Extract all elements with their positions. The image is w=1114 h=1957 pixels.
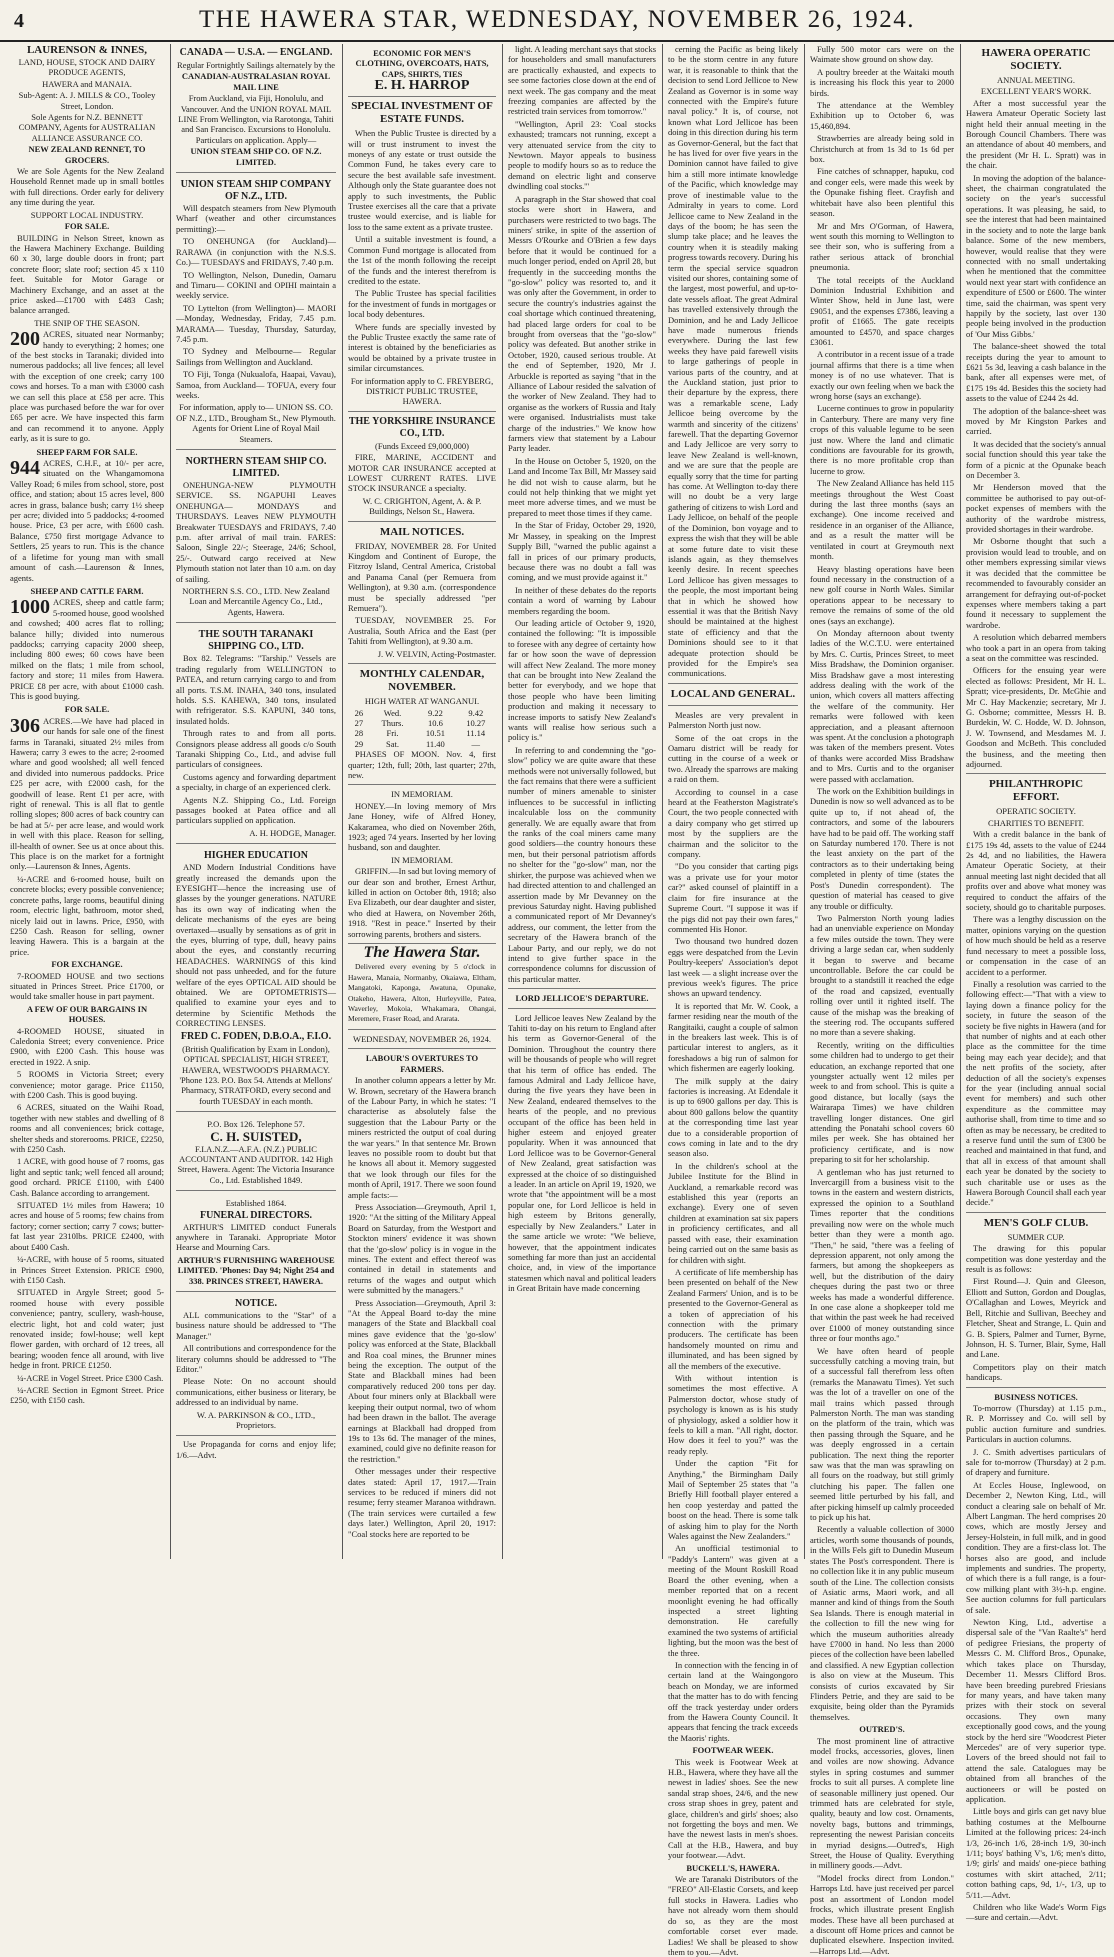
paragraph: BUILDING in Nelson Street, known as the Hawera Machinery Exchange. Building 60 x 30, large double doors in front; part concrete floor; slate roof; section 45 x 110 feet. Suitable for Motor Garage or Machinery Exchange, and an asset at the price asked—£1700 with £483 Cash; balance arranged. [10, 232, 164, 316]
paragraph: J. C. Smith advertises particulars of sale for to-morrow (Thursday) at 2 p.m. of drapery and furniture. [966, 1446, 1106, 1478]
headline: MONTHLY CALENDAR, NOVEMBER. [359, 668, 485, 694]
column-rule [662, 44, 663, 1559]
subhead: IN MEMORIAM. [391, 789, 453, 800]
ad-optical [176, 847, 336, 1112]
ad-text: For information apply to C. FREYBERG, DISTRICT PUBLIC TRUSTEE, HAWERA. [350, 375, 494, 407]
ad-title: NORTHERN STEAM SHIP CO. LIMITED. [185, 456, 327, 479]
ad-line: Sub-Agent: A. J. MILLS & CO., Tooley Street, London. [18, 90, 156, 111]
paragraph: FRIDAY, NOVEMBER 28. For United Kingdom and Continent of Europe, the Fitzroy Island, Central America, Cristobal and Panama Canal (per Remuera from Wellington), at 9.30 a.m. (correspondence must be specially addressed "per Remuera"). [348, 540, 496, 614]
subhead: CHARITIES TO BENEFIT. [987, 817, 1085, 828]
paragraph: ¼-ACRE in Vogel Street. Price £300 Cash. [17, 1372, 164, 1383]
headline: SPECIAL INVESTMENT OF ESTATE FUNDS. [351, 100, 493, 126]
paragraph: 5 ROOMS in Victoria Street; every convenience; motor garage. Price £1150, with £200 Cash. This is good buying. [10, 1069, 164, 1100]
paragraph: SITUATED in Argyle Street; good 5-roomed house with every possible convenience; pantry, scullery, wash-house, electric light, hot and cold water; just renovated inside; fowl-house; well kept flower garden, with orchard of 12 trees, all bearing; wooden fence all around, with live hedge in front. PRICE £1250. [10, 1287, 164, 1371]
paragraph: Measles are very prevalent in Palmerston North just now. [668, 709, 798, 731]
ad-line: Sole Agents for N.Z. BENNETT COMPANY, Agents for AUSTRALIAN ALLIANCE ASSURANCE CO. [18, 112, 156, 143]
paragraph: The New Zealand Alliance has held 115 meetings throughout the West Coast during the last three months (says an exchange). One income received and residence in an organiser of the Alliance, and as a result the matter will be ventilated in court at Greymouth next month. [810, 478, 954, 562]
paragraph: SITUATED 1½ miles from Hawera; 10 acres and house of 5 rooms; few chains from factory; corner section; carry 7 cows; butter-fat last year 2310lbs. PRICE £2400, with about £400 Cash. [10, 1200, 164, 1252]
ad-text: Box 82. Telegrams: "Tarship." Vessels are trading regularly from WELLINGTON to PATEA, and return carrying cargo to and from all ports. T.S.M. INAHA, 340 tons, insulated holds. S.S. KAHEWA, 340 tons, insulated with refrigerator. S.S. KAPUNI, 340 tons, insulated holds. [176, 653, 336, 726]
paragraph: Children who like Wade's Worm Figs—sure and certain.—Advt. [966, 1902, 1106, 1923]
paragraph: 4-ROOMED HOUSE, situated in Caledonia Street; every convenience. Price £900, with £200 Cash. This house was erected in 1922. A snip. [10, 1025, 164, 1067]
paragraph: Use Propaganda for corns and enjoy life; 1/6.—Advt. [176, 1439, 336, 1460]
subhead: SUPPORT LOCAL INDUSTRY. [30, 209, 144, 220]
ad-text: CANADIAN-AUSTRALASIAN ROYAL MAIL LINE [181, 71, 331, 92]
paragraph: GRIFFIN.—In sad but loving memory of our dear son and brother, Ernest Arthur, killed in action on October 8th, 1918; also Eva Elizabeth, our dear daughter and sister, who died at Hawera, on November 26th, 1918. "Rest in peace." Inserted by their sorrowing parents, brothers and sisters. [348, 866, 496, 939]
paragraph: Mr Henderson moved that the committee be authorised to pay out-of-pocket expenses of members with the authority of the wardrobe mistress, provided shortages in their wardrobe. [966, 482, 1106, 535]
paragraph: Mr Osborne thought that such a provision would lead to trouble, and on other members expressing similar views it was decided that the committee be recommended to favourably consider an arrangement for defraying out-of-pocket expenses where members taking a part found it necessary to supplement the wardrobe. [966, 536, 1106, 630]
page-number: 4 [14, 10, 24, 32]
ad-laurenson-title: LAURENSON & INNES, [26, 44, 148, 56]
paragraph: Little boys and girls can get navy blue bathing costumes at the Melbourne Limited at the following prices: 24-inch 1/3, 26-inch 1/6, 28-inch 1/9, 30-inch 1/11; boys' bathing V's, 1/6; men's ditto, 1/9; girls' and maids' one-piece bathing costumes with skirt attached, 2/11; cotton bathing caps, 9d, 1/-, 1/3, up to 5/11.—Advt. [966, 1806, 1106, 1900]
ad-text: TO Wellington, Nelson, Dunedin, Oamaru and Timaru— COKINI and OPIHI maintain a weekly service. [176, 269, 336, 301]
ad-notice [176, 1295, 336, 1436]
ad-title: HIGHER EDUCATION [204, 850, 308, 862]
paragraph: This week is Footwear Week at H.B., Hawera, where they have all the newest in ladies' shoes. See the new sandal strap shoes, 24/6, and the new cross strap shoes in grey, patent and glace, children's and girls' shoes; also not forgetting the boys and men. We have the newest lasts in men's shoes. Call at the H.B., Hawera, and buy your footwear.—Advt. [668, 1756, 798, 1861]
headline: LABOUR'S OVERTURES TO FARMERS. [365, 1053, 479, 1074]
paragraph: 7-ROOMED HOUSE and two sections situated in Princes Street. Price £1700, or would take smaller house in part payment. [10, 970, 164, 1002]
paragraph: We are Taranaki Distributors of the "FREO" All-Elastic Corsets, and keep full stocks in Hawera. Ladies who have not already worn them should do so, as they are the most comfortable corset ever made. Ladies! We shall be pleased to show them to you.—Advt. [668, 1874, 798, 1957]
paragraph: HONEY.—In loving memory of Mrs Jane Honey, wife of Alfred Honey, Kakaramea, who died on November 26th, 1923; aged 74 years. Inserted by her loving husband, son and daughter. [348, 800, 496, 853]
column-6 [810, 44, 954, 1956]
paragraph: Press Association—Greymouth, April 1, 1920: "At the sitting of the Military Appeal Board on Saturday, from the Westport and Stockton miners' evidence it was shown that the 'go-slow' policy is in vogue in the mines. The extent and effect thereof was contained in detail in statements and returns of the wages and output which were submitted by the managers." [348, 1201, 496, 1296]
column-rule [342, 44, 343, 1559]
ad-union-royal-mail [176, 44, 336, 173]
paragraph: TUESDAY, NOVEMBER 25. For Australia, South Africa and the East (per Tahiti from Wellington), at 9.30 a.m. [348, 615, 496, 647]
ad-line: NEW ZEALAND RENNET, TO GROCERS. [28, 144, 146, 165]
paragraph: According to counsel in a case heard at the Featherston Magistrate's Court, the two people connected with a dairy company who get stirred up most by the suppliers are the chairman and the solicitor to the company. [668, 786, 798, 860]
paragraph: It was decided that the society's annual social function should this year take the form of a picnic at the Opunake beach on December 3. [966, 438, 1106, 481]
acreage-number: 1000 [10, 596, 50, 619]
paragraph: The Public Trustee has special facilities for the investment of funds in mortgages or local body debentures. [348, 288, 496, 320]
subhead: FOR EXCHANGE. [51, 959, 123, 970]
subhead: OPERATIC SOCIETY. [996, 806, 1076, 817]
ad-line: HAWERA and MANAIA. [42, 78, 132, 89]
column-5 [668, 44, 798, 1957]
paragraph: Mr and Mrs O'Gorman, of Hawera, went south this morning to Wellington to see their son, who is suffering from a rather serious attack of bronchial pneumonia. [810, 220, 954, 273]
masthead [0, 0, 1114, 42]
paragraph: ACRES, situated near Normanby; handy to everything; 2 homes; one of the best stocks in Taranaki; divided into numerous paddocks; all live fences; all level with the exception of one creek; carry 100 cows and horses. To a man with £3000 cash we can sell this place at £58 per acre. This place was purchased before the war for over £65 per acre. We have inspected this farm and can recommend it to anyone. Apply early, as it is sure to go. [10, 329, 164, 444]
paragraph: light. A leading merchant says that stocks for householders and small manufacturers are practically exhausted, and expects to see some factories close down at the end of next week. The gas company and the meat freezing companies are affected by the restricted train services from tomorrow." [508, 44, 656, 117]
table-row: 28 Fri. 10.51 11.14 [354, 728, 486, 739]
ad-text: P.O. Box 126. Telephone 57. [207, 1119, 305, 1130]
column-rule [502, 44, 503, 1559]
paragraph: With a credit balance in the bank of £175 19s 4d, assets to the value of £244 2s 4d, and no liabilities, the Hawera Amateur Operatic Society, at their annual meeting last night decided that all profits over and above what money was required to conduct the affairs of the society, should go to charitable purposes. [966, 829, 1106, 913]
dateline: WEDNESDAY, NOVEMBER 26, 1924. [353, 1033, 491, 1044]
ad-title: FRED C. FODEN, D.B.O.A., F.I.O. [180, 1030, 332, 1042]
paragraph: "Wellington, April 23: 'Coal stocks exhausted; tramcars not running, except a very attenuated service from the city to Newtown. Mayor appeals to business people to modify hours so as to reduce the demand on electric light and conserve dwindling coal stocks.'" [508, 118, 656, 192]
paragraph: ¼-ACRE, with house of 5 rooms, situated in Princes Street Extension. PRICE £900, with £150 Cash. [10, 1254, 164, 1285]
paragraph: Where funds are specially invested by the Public Trustee exactly the same rate of interest is obtained by the beneficiaries as would be obtained by a private trustee in similar circumstances. [348, 321, 496, 374]
paragraph: Strawberries are already being sold in Christchurch at from 1s 3d to 1s 6d per box. [810, 133, 954, 165]
ad-text: ALL communications to the "Star" of a business nature should be addressed to "The Manager." [176, 1310, 336, 1341]
paragraph: ACRES, sheep and cattle farm; 5-roomed house, good woolshed and cowshed; 400 acres flat to rolling; balance hilly; divided into numerous paddocks; carrying capacity 2000 sheep, including 800 ewes; 60 cows have been milked on the flats; 1 mile from school, factory and store; 11 miles from Hawera. PRICE £8 per acre, with about £1000 cash. This is good buying. [10, 597, 164, 701]
ad-text: TO ONEHUNGA (for Auckland)—RARAWA (in conjunction with the N.S.S. Co.)— TUESDAYS and FRIDAYS, 7.40 p.m. [176, 236, 336, 268]
paragraph: An unofficial testimonial to "Paddy's Lantern" was given at a meeting of the Mount Roskill Road Board the other evening, when a member reported that on a recent moonlight evening he had offically inspected a street lighting demonstration. He carefully examined the two systems of artificial lighting, but the moon was the best of the three. [668, 1543, 798, 1658]
subhead: FOOTWEAR WEEK. [692, 1745, 774, 1756]
subhead: FOR SALE. [64, 704, 110, 715]
ad-text: NORTHERN S.S. CO., LTD. New Zealand Loan and Mercantile Agency Co., Ltd., Agents, Hawera. [182, 586, 330, 617]
paragraph: We have often heard of people successfully catching a moving train, but of a successful fall therefrom less often (remarks the Manawatu Times). Yet such was the lot of a traveller on one of the mail trains which passed through Palmerston North. The man was standing on the platform of the train, which was then passing through the Square, and he was deeply engrossed in a certain publication. The next thing the reporter saw was that the man was sprawling on all fours on the roadway, but still grimly clutching his paper. The fallen one seemed little perturbed by his fall, and after picking himself up calmly proceeded to pick up his hat. [810, 1345, 954, 1523]
acreage-number: 306 [10, 714, 40, 737]
paragraph: The balance-sheet showed the total receipts during the year to amount to £621 5s 3d, leaving a cash balance in the bank, after all expenses were met, of £175 19s 4d. Besides this the society had assets to the value of £244 2s 4d. [966, 341, 1106, 404]
headline: MEN'S GOLF CLUB. [983, 1216, 1089, 1229]
column-1 [10, 44, 164, 1559]
headline: LORD JELLICOE'S DEPARTURE. [515, 993, 649, 1004]
paragraph: There was a lengthy discussion on the matter, opinions varying on the question of how much should be held as a reserve fund necessary to meet a possible loss, or compensation in the case of an accident to a performer. [966, 914, 1106, 977]
paragraph: "Do you consider that carting pigs was a private use for your motor car?" asked counsel of plaintiff in a claim for fire insurance at the Supreme Court. "I suppose it was if the pigs did not pay their own fares," commented His Honor. [668, 861, 798, 934]
paragraph: Some of the oat crops in the Oamaru district will be ready for cutting in the course of a week or two. Already the sparrows are making a raid on them. [668, 732, 798, 785]
ad-text: Customs agency and forwarding department a specialty, in charge of an experienced clerk. [176, 771, 336, 793]
ad-text: Agents N.Z. Shipping Co., Ltd. Foreign passages booked at Patea office and all particulars supplied on application. [176, 794, 336, 826]
table-row: 29 Sat. 11.40 — [354, 738, 481, 749]
paragraph: A resolution which debarred members who took a part in an opera from taking a seat on the committee was rescinded. [966, 632, 1106, 663]
ad-signature: A. H. HODGE, Manager. [249, 827, 336, 838]
column-rule [170, 44, 171, 1559]
ad-text: ONEHUNGA-NEW PLYMOUTH SERVICE. SS. NGAPUHI Leaves ONEHUNGA— MONDAYS and THURSDAYS. Leaves NEW PLYMOUTH Breakwater TUESDAYS and FRIDAYS, 7.40 p.m. after arrival of mail train. FARES: Saloon, Single 22/-; Steerage, 24/6; School, 25/-. Outward cargo received at New Plymouth station not later than 10 a.m. on day of sailing. [176, 480, 336, 584]
subhead: A FEW OF OUR BARGAINS IN HOUSES. [26, 1003, 148, 1025]
paragraph: At Eccles House, Inglewood, on December 2, Newton King, Ltd., will conduct a clearing sale on behalf of Mr. Albert Langman. The herd comprises 20 cows, which are mostly Jersey and Jersey-Holstein, in full milk, and in good condition. They are a first-class lot. The horses also are good, and include implements and sundries. The property, of which there is a full range, is a four-cow milking plant with 3½-h.p. engine. See auction columns for full particulars of sale. [966, 1479, 1106, 1615]
paragraph: In connection with the fencing in of certain land at the Waingongoro beach on Monday, we are informed that the matter has to do with fencing off the track yesterday under orders from the Hawera County Council. It appears that fencing the track exceeds the Maoris' rights. [668, 1659, 798, 1743]
ad-text: UNION STEAM SHIP CO. OF N.Z. LIMITED. [190, 146, 322, 167]
subhead: SHEEP FARM FOR SALE. [36, 446, 138, 457]
paragraph: When the Public Trustee is directed by a will or trust instrument to invest the moneys of any estate or trust outside the Common Fund, he takes every care to secure the best available safe investment. Although only the State guarantee does not apply to such investments, the Public Trustee exercises all the care that a private trustee would exercise, and is liable for loss to the same extent as a private trustee. [348, 128, 496, 232]
ad-title: THE YORKSHIRE INSURANCE CO., LTD. [348, 415, 496, 439]
paragraph: A poultry breeder at the Waitaki mouth is increasing his flock this year to 2000 birds. [810, 66, 954, 98]
paragraph: Fully 500 motor cars were on the Waimate show ground on show day. [810, 44, 954, 65]
table-row: 27 Thurs. 10.6 10.27 [354, 717, 486, 728]
masthead-title: THE HAWERA STAR, WEDNESDAY, NOVEMBER 26, 1924. [199, 6, 915, 33]
ad-south-taranaki [176, 626, 336, 844]
paragraph: Officers for the ensuing year were elected as follows: President, Mr H. L. Spratt; vice-presidents, Dr. McGhie and Mr C. Hay Mackenzie; secretary, Mr J. G. Osborne; committee, Messrs H. B. Burdekin, W. C. Hodde, W. D. Johnson, J. W. Townsend, and Mesdames M. J. Goodson and McBeth. This concluded the business, and the meeting then adjourned. [966, 665, 1106, 769]
ad-union-steam-ship [176, 176, 336, 450]
paragraph: We are Sole Agents for the New Zealand Household Rennet made up in small bottles with full directions. Order early for delivery any time during the year. [10, 166, 164, 208]
acreage-number: 944 [10, 457, 40, 480]
paragraph: Delivered every evening by 5 o'clock in Hawera, Manaia, Normanby, Okaiawa, Eltham, Mangatoki, Kaponga, Awatuna, Opunake, Otakeho, Hawera, Alton, Hurleyville, Patea, Waverley, Mokoia, Whakamara, Ohangai, Meremere, Fraser Road, and Ararata. [348, 962, 496, 1024]
paragraph: cerning the Pacific as being likely to be the storm centre in any future war, it is reasonable to think that the decision to send Lord Jellicoe to New Zealand as Governor is in some way connected with the Empire's future naval policy." It is, of course, not known what Lord Jellicoe has been doing in this direction during his term as Governor-General, but the fact that he has lived for over five years in the Dominion cannot have failed to give him a still more intimate knowledge of the Pacific, which knowledge may prove of inestimable value to the Admiralty in years to come. Lord Jellicoe came to New Zealand in the days of the boom; he has seen the slump take place; and he leaves the country when it is steadily making progress towards recovery. During his term the special service squadron visited our shores, containing some of the largest, most powerful, and up-to-date vessels afloat. The great Admiral has travelled extensively through the Dominion, and he and Lady Jellicoe have made numerous friends everywhere. During the last few weeks they have paid farewell visits to large gatherings of people in various parts of the country, and at the Auckland station, just prior to their departure by the express, there was a remarkable scene, Lady Jellicoe being overcome by the warmth and sincerity of the citizens' farewell. That the departing Governor and Lady Jellicoe are very sorry to leave New Zealand is well-known, and we are sure that the people are equally sorry that the time for parting has come. At Wellington to-day there will no doubt be a very large gathering of citizens to wish Lord and Lady Jellicoe, on behalf of the people of the Dominion, bon voyage and to express the wish that they will be able at some future date to visit these islands again, as they themselves keenly desire. In recent speeches Lord Jellicoe has given messages to the people, the most important being that in which he showed how essential it was that the British Navy should be maintained at the highest state of efficiency and that the Dominions should see to it that adequate protection should be provided for the Empire's sea communications. [668, 44, 798, 679]
ad-line: LAND, HOUSE, STOCK AND DAIRY PRODUCE AGENTS, [18, 57, 156, 78]
subhead: FOR SALE. [64, 221, 110, 232]
ad-text: Will despatch steamers from New Plymouth Wharf (weather and other circumstances permitting):— [176, 203, 336, 234]
paragraph: Heavy blasting operations have been found necessary in the construction of a new golf course in North Wales. Similar operations appear to be necessary to remove the remains of some of the old ones (says an exchange). [810, 563, 954, 626]
subhead: BUCKELL'S, HAWERA. [686, 1862, 780, 1873]
ad-text: Through rates to and from all ports. Consignors please address all goods c/o South Taranaki Shipping Co., Ltd., and advise full particulars of consignees. [176, 728, 336, 770]
paragraph: Lucerne continues to grow in popularity in Canterbury. There are many very fine crops of this valuable legume to be seen just now. Where the land and climatic conditions are favourable for its growth, there is no more profitable crop than lucerne to grow. [810, 403, 954, 476]
paragraph: ACRES, C.H.F., at 10/- per acre, situated on the Whangamomona Valley Road; 6 miles from school, store, post office, and station; about 15 acres level, 800 acres in grass, balance bush; carry 1½ sheep per acre; divided into 5 paddocks; 4-roomed house. Price, £3 per acre, with £600 cash. Balance, £750 first mortgage Advance to Settlers, 25 years to run. This is the chance of a lifetime for young man with small amount of cash.—Laurenson & Innes, agents. [10, 458, 164, 583]
ad-arthurs [176, 1194, 336, 1292]
paragraph: Finally a resolution was carried to the following effect:—"That with a view to laying down a finance policy for the society, in future the season of the society be five nights in Hawera (and for that number of nights and at each other place as the committee for the time being may each year decide); and that the nett profits of the society, after deduction of all the society's expenses for the year (including annual social event for members) and such other expenditure as the committee may authorise shall, from time to time and so often as may be necessary, be credited to a reserve fund until the sum of £300 be reached and maintained in that fund, and that all in excess of that amount shall each year be donated by the society to such charitable use or uses as the Hawera Borough Council shall each year decide." [966, 978, 1106, 1208]
ad-title: UNION STEAM SHIP COMPANY OF N.Z., LTD. [180, 179, 332, 203]
paragraph: Until a suitable investment is found, a Common Fund mortgage is allocated from the 1st of the month following the receipt of the funds and the interest therefrom is credited to the estate. [348, 234, 496, 286]
paragraph: A gentleman who has just returned to Invercargill from a business visit to the towns in the eastern and western districts, expressed the opinion to a Southland Times reporter that the conditions prevailing now were on the whole much better than they were a month ago. "Then," he said, "there was a feeling of depression apparent, not only among the farmers, but among the shopkeepers as well, but the distribution of the dairy cheques during the past two or three weeks has made a wonderful difference. In one case alone a shopkeeper told me that within the past week he had received over £1000 of money outstanding since three or four months ago." [810, 1166, 954, 1344]
ad-title: FUNERAL DIRECTORS. [199, 1209, 313, 1221]
ad-title: NOTICE. [235, 1298, 277, 1309]
ad-title: THE SOUTH TARANAKI SHIPPING CO., LTD. [198, 629, 314, 653]
ad-text: For information, apply to— UNION SS. CO. OF N.Z., LTD., Brougham St., New Plymouth. Agents for Orient Line of Royal Mail Steamers. [176, 402, 336, 444]
paragraph: 6 ACRES, situated on the Waihi Road, together with new stables and dwelling of 8 rooms and all conveniences; brick cottage, shelter sheds and storerooms. PRICE, £2250, with £250 Cash. [10, 1102, 164, 1155]
column-rule [960, 44, 961, 1559]
ad-text: (Funds Exceed £9,000,000) [375, 440, 469, 451]
ad-suisted [176, 1115, 336, 1191]
ad-title: E. H. HARROP [374, 78, 470, 94]
acreage-number: 200 [10, 328, 40, 351]
paragraph: The milk supply at the dairy factories is increasing. At Edendale it is up to 6900 gallons per day. This is about 800 gallons below the quantity at the corresponding time last year due to a considerable proportion of cows coming in late and to the dry season also. [668, 1075, 798, 1159]
paragraph: Lord Jellicoe leaves New Zealand by the Tahiti to-day on his return to England after his term as Governor-General of the Dominion. Throughout the country there will be thousands of people who will regret that his term of office has ended. The famous Admiral and Lady Jellicoe have, during the five years they have been in New Zealand, endeared themselves to the hearts of the people, and no previous occupant of the office has been held in higher esteem and enjoyed greater popularity. When it was announced that Lord Jellicoe was to be Governor-General of New Zealand, great satisfaction was expressed at the choice of so distinguished a leader. In an article on April 19, 1920, we wrote that "the appointment will be a most popular one, for Lord Jellicoe is held in high esteem by Britons generally, especially by New Zealanders." Later in the same article we wrote: "We believe, however, that the appointment indicates something far more than just an accidental choice, and, in view of the importance statesmen which naval and political leaders in Great Britain have made concerning [508, 1012, 656, 1294]
tide-table [348, 708, 496, 750]
column-rule [804, 44, 805, 1559]
paragraph: In moving the adoption of the balance-sheet, the chairman congratulated the society on the year's successful operations. It was pleasing, he said, to see the interest that had been maintained in the society and to note the large bank balance. Some of the new members, however, would realise that they were connected with no small undertaking when he mentioned that the committee would next year start with confidence an expenditure of £500 or £600. The winter time, said the chairman, was spent very happily by the society, last over 130 people being involved in the production of 'Our Miss Gibbs.' [966, 172, 1106, 339]
headline: BUSINESS NOTICES. [994, 1391, 1078, 1402]
paragraph: Two Palmerston North young ladies had an unenviable experience on Monday a few miles outside the town. They were driving a large sedan car, when suddenly it began to swerve and became uncontrollable. Before the car could be brought to a standstill it reached the edge of the road and capsized, eventually rolling over until it righted itself. The cause of the mishap was the breaking of the steering rod. The occupants suffered no more than a severe shaking. [810, 912, 954, 1038]
ad-text: W. C. CRIGHTON, Agent, A. & P. Buildings, Nelson St., Hawera. [362, 495, 482, 517]
column-2 [176, 44, 336, 1559]
ad-text: TO Fiji, Tonga (Nukualofa, Haapai, Vavau), Samoa, from Auckland— TOFUA, every four weeks. [176, 369, 336, 400]
ad-text: TO Lyttelton (from Wellington)— MAORI—Monday, Wednesday, Friday, 7.45 p.m. MARAMA— Tuesday, Thursday, Saturday, 7.45 p.m. [176, 302, 336, 344]
ad-text: ECONOMIC FOR MEN'S CLOTHING, OVERCOATS, HATS, CAPS, SHIRTS, TIES [355, 48, 489, 79]
subhead: SHEEP AND CATTLE FARM. [30, 585, 144, 596]
paragraph: In the House on October 5, 1920, on the Land and Income Tax Bill, Mr Massey said he did not wish to cause alarm, but he could not help thinking that we might yet meet more adverse times, and we must be prepared to meet those times if they came. [508, 455, 656, 518]
paragraph: "Model frocks direct from London." Harrops Ltd. have just received per parcel post an assortment of London model frocks, which illustrate present English modes. These have all been purchased at a discount off Home prices and cannot be duplicated elsewhere. Inspection invited.—Harrops Ltd.—Advt. [810, 1872, 954, 1956]
paragraph: It is reported that Mr. W. Cook, a farmer residing near the mouth of the Rangitaiki, caught a couple of salmon in the breakers last week. This is of particular interest to anglers, as it foreshadows a big run of salmon for which fishermen are eagerly looking. [668, 1000, 798, 1074]
paragraph: After a most successful year the Hawera Amateur Operatic Society last night held their annual meeting in the Borough Council Chambers. There was an attendance of about 40 members, and the president (Mr H. L. Spratt) was in the chair. [966, 97, 1106, 171]
paragraph: Our leading article of October 9, 1920, contained the following: "It is impossible to foresee with any degree of certainty how far or how soon the wave of depression will affect New Zealand. The more money that can be brought into New Zealand the better for everybody, and we hope that those people who have been limiting production and making it necessary to increase imports to satisfy New Zealand's wants will realise how serious such a policy is." [508, 617, 656, 743]
paragraph: Under the caption "Fit for Anything," the Birmingham Daily Mail of September 25 states that "a Briefly Hill football player entered a hen coop yesterday and patted the boost on the head. There is some talk of asking him to play for the North Wales against the New Zealanders." [668, 1458, 798, 1542]
ad-title: CANADA — U.S.A. — ENGLAND. [179, 47, 333, 58]
ad-text: W. A. PARKINSON & CO., LTD., Proprietors. [196, 1409, 316, 1431]
paragraph: FIRE, MARINE, ACCIDENT and MOTOR CAR INSURANCE accepted at LOWEST CURRENT RATES. LIVE STOCK INSURANCE a specialty. [348, 452, 496, 494]
headline: MAIL NOTICES. [379, 525, 465, 538]
paragraph: ¼-ACRE Section in Egmont Street. Price £250, with £150 cash. [10, 1384, 164, 1406]
headline: HAWERA OPERATIC SOCIETY. [981, 47, 1091, 72]
paragraph: First Round—J. Quin and Gleeson, Elliott and Sutton, Gordon and Douglas, O'Callaghan and Lowes, Meyrick and Bell, Ritchie and Sullivan, Beechey and Fletcher, Sheat and Strange, L. Quin and G. B. Spiers, Palmer and Turner, Byrne, Johnson, H. S. Turner, Blair, Syme, Hall and Lane. [966, 1276, 1106, 1360]
ad-northern-steam-ship [176, 453, 336, 623]
ad-text: From Auckland, via Fiji, Honolulu, and Vancouver. And the UNION ROYAL MAIL LINE From Wellington, via Rarotonga, Tahiti and San Francisco. Excursions to Honolulu. Particulars on application. Apply— [178, 93, 334, 145]
subhead: ANNUAL MEETING. [996, 75, 1076, 85]
signature: J. W. VELVIN, Acting-Postmaster. [377, 648, 496, 659]
subhead: SUMMER CUP. [1007, 1231, 1065, 1242]
ad-text: F.I.A.N.Z.—A.F.A. (N.Z.) PUBLIC ACCOUNTANT AND AUDITOR. 142 High Street, Hawera. Agent: The Victoria Insurance Co., Ltd. Established 1849. [177, 1143, 335, 1185]
paragraph: A certificate of life membership has been presented on behalf of the New Zealand Farmers' Union, and is to be presented to the Governor-General as a token of appreciation of his connection with the primary producers. The certificate has been handsomely mounted on rimu and illuminated, and has been signed by all the members of the executive. [668, 1266, 798, 1371]
ad-text: (British Qualification by Exam in London), OPTICAL SPECIALIST, HIGH STREET, HAWERA, WESTWOOD'S PHARMACY. 'Phone 123. P.O. Box 54. Attends at Mellons' Pharmacy, STRATFORD, every second and fourth TUESDAY in each month. [179, 1043, 333, 1106]
paragraph: The total receipts of the Auckland Dominion Industrial Exhibition and Winter Show, held in June last, were £9051, and the expenses £7386, leaving a profit of £1665. The gate receipts amounted to £4570, and space charges £3061. [810, 274, 954, 347]
subhead: HIGH WATER AT WANGANUI. [364, 696, 480, 707]
subhead: THE SNIP OF THE SEASON. [34, 317, 140, 328]
ad-text: TO Sydney and Melbourne— Regular Sailings from Wellington and Auckland. [176, 346, 336, 367]
paragraph: PHASES OF MOON. Nov. 4, first quarter; 12th, full; 20th, last quarter; 27th, new. [348, 749, 496, 780]
subhead: EXCELLENT YEAR'S WORK. [980, 86, 1092, 97]
paragraph: The attendance at the Wembley Exhibition up to October 6, was 15,460,894. [810, 100, 954, 131]
ad-text: ARTHUR'S LIMITED conduct Funerals anywhere in Taranaki. Appropriate Motor Hearse and Mourning Cars. [176, 1221, 336, 1253]
ad-text: ARTHUR'S FURNISHING WAREHOUSE LIMITED. 'Phones: Day 94; Night 254 and 338. PRINCES STREET, HAWERA. [177, 1254, 335, 1286]
newspaper-nameplate: The Hawera Star. [363, 944, 481, 962]
paragraph: The drawing for this popular competition was done yesterday and the result is as follows: [966, 1243, 1106, 1275]
column-3 [348, 44, 496, 1559]
headline: PHILANTHROPIC EFFORT. [988, 778, 1084, 804]
paragraph: To-morrow (Thursday) at 1.15 p.m., R. P. Morrissey and Co. will sell by public auction furniture and sundries. Particulars in auction columns. [966, 1402, 1106, 1445]
paragraph: Newton King, Ltd., advertise a dispersal sale of the "Van Raalte's" herd of pedigree Friesians, the property of Messrs C. M. Clifford Bros., Opunake, which takes place on Thursday, December 11. Messrs Clifford Bros. have been breeding purebred Friesians for many years, and have taken many prizes with their stock on several occasions. They own many exceptionally good cows, and the young stock by the herd sire "Woodcrest Pieter Mercedes" are of very superior type. Lovers of the breed should not fail to attend the sale. Catalogues may be obtained from all branches of the auctioneers or will be posted on application. [966, 1617, 1106, 1804]
headline: LOCAL AND GENERAL. [670, 687, 796, 700]
column-7 [966, 44, 1106, 1923]
paragraph: Fine catches of schnapper, hapuku, cod and conger eels, were made this week by the Opunake fishing fleet. Crayfish and whitebait have also been plentiful this season. [810, 166, 954, 219]
paragraph: The adoption of the balance-sheet was moved by Mr Kingston Parkes and carried. [966, 405, 1106, 437]
paragraph: Press Association—Greymouth, April 3: "At the Appeal Board to-day the mine managers of the State and Blackball coal mines gave evidence that the 'go-slow' policy was enforced at the State, Blackball and Roa coal mines, the Brunner mines being the exception. The output of the State and Blackball mines had been comparatively reduced 200 tons per day. About four miners only at Blackball were keeping their output normal, two of whom had been drawn in the ballot. The average earnings at Blackball had dropped from 19s to 13s 6d. The manager of the mines, examined, could give no definite reason for the restriction." [348, 1297, 496, 1464]
paragraph: In the Star of Friday, October 29, 1920, Mr Massey, in speaking on the Imprest Supply Bill, "warned the public against a fall in prices of our primary products, because there was no doubt a fall was coming, and we must provide against it." [508, 520, 656, 583]
paragraph: Competitors play on their match handicaps. [966, 1361, 1106, 1383]
paragraph: ¼-ACRE and 6-roomed house, built on concrete blocks; every possible convenience; concrete paths, large rooms, beautiful dining room, electric light, bathroom, motor shed, nicely laid out in lawns. Price, £950, with £250 Cash. Reason for selling, owner leaving Hawera. This is a bargain at the price. [10, 873, 164, 957]
paragraph: With without intention is sometimes the most effective. A Palmerston doctor, whose study of psychology is known as is his study of physiology, asked a soldier how it feels to kill a man. "All right, doctor. How does it feel to you?" was the ready reply. [668, 1372, 798, 1456]
ad-text: Established 1864. [225, 1198, 287, 1209]
paragraph: ACRES.—We have had placed in our hands for sale one of the finest farms in Taranaki, situated 2½ miles from Hawera; carry 3 ewes to the acre; 2-roomed whare and good woolshed; all well fenced and divided into numerous paddocks. Price £25 per acre, with £2000 cash, for the goodwill of lease. Rent £1 per acre, with right of renewal. This is all flat to gentle rolling slopes; 800 acres of back country can be had at 5/- per acre lease, and would work in well with this place. Reason for selling, ill-health of owner. See us at once about this. This place is on the market for a fortnight only.—Laurenson & Innes, Agents. [10, 715, 164, 872]
ad-text: All contributions and correspondence for the literary columns should be addressed to "The Editor." [176, 1343, 336, 1375]
paragraph: In another column appears a letter by Mr. W. Brown, secretary of the Hawera branch of the Labour Party, in which he states: "I characterise as absolutely false the suggestion that the Labour Party or the miners restricted the output of coal during the war years." In that sentence Mr. Brown leaves no possible room to doubt but that he knows all about it. Memory suggested that we look through our files for the month of April, 1917. There we soon found ample facts:— [348, 1075, 496, 1200]
paragraph: Recently a valuable collection of 3000 articles, worth some thousands of pounds, in the Wills Fels gift to Dunedin Museum states The Post's correspondent. There is no collection like it in any public museum south of the Line. The collection consists of Asiatic arms, Maori work, and all manner and kind of things from the South Sea Islands. There is enough material in the collection to fill the new wing for which the museum authorities already have £7000 in hand. No less than 2000 pieces of the collection have been labelled and classified. A new Egyptian collection is also on view at the Museum. This consists of curios excavated by Sir Flinders Petrie, and they are said to be exquisite, being older than the Pyramids themselves. [810, 1524, 954, 1722]
paragraph: On Monday afternoon about twenty ladies of the W.C.T.U. were entertained by Mrs. C. Curtis, Princes Street, to meet Miss Bradshaw, the Dominion organiser. Miss Bradshaw gave a most interesting address dealing with the work of the union, which covers all matters affecting the welfare of the community. Her remarks were followed with keen appreciation, and a pleasant afternoon was spent. At the conclusion a photograph was taken of the members present. Votes of thanks were accorded Miss Bradshaw and to Mrs. Curtis and to the organiser were passed with acclamation. [810, 627, 954, 784]
subhead: OUTRED'S. [859, 1724, 905, 1735]
subhead: IN MEMORIAM. [391, 854, 453, 865]
paragraph: In neither of these debates do the reports contain a word of warning by Labour members regarding the boom. [508, 584, 656, 616]
table-row: 26 Wed. 9.22 9.42 [354, 707, 484, 718]
paragraph: A paragraph in the Star showed that coal stocks were short in Hawera, and purchasers were restricted to two bags. The miners' strike, in spite of the assertion of Messrs O'Rourke and O'Brien a few days before that it would be continued for a much longer period, ended on April 28, but frequently in the succeeding months the "go-slow" policy was resorted to, and it was only after the Government, in order to secure the country's industries against the coal shortage which continued threatening, had placed large orders for coal to be brought from overseas that the "go-slow" policy was defeated. But another strike in October, 1920, caused serious trouble. At the end of September, 1920, Mr J. Arbuckle is reported as saying "that in the Alliance of Labour resided the salvation of the worker of New Zealand. They had to organise as the workers of Russia and Italy were organised. Industrialists must take charge of the industries." We know how farmers view that statement by a Labour Party leader. [508, 193, 656, 454]
ad-text: Please Note: On no account should communications, either business or literary, be addressed to an individual by name. [176, 1376, 336, 1408]
ad-harrop [348, 44, 496, 97]
ad-text: AND Modern Industrial Conditions have greatly increased the demands upon the EYESIGHT—hence the increasing use of glasses by the younger generations. NATURE has its own way of indicating when the delicate mechanisms of the eyes are being overtaxed—usually by sensations as of grit in the eyes, blurring of type, dull, heavy pains about the eyes, and constantly recurring HEADACHES. WARNINGS of this kind should not pass unheeded, and for the future welfare of the eyes OPTICAL AID should be obtained. We are OPTOMETRISTS—qualified to examine your eyes and to determine by Scientific Methods the CORRECTING LENSES. [176, 862, 336, 1029]
paragraph: Other messages under their respective dates stated: April 17, 1917.—Train services to be reduced if miners did not resume; ferry steamer Maranoa withdrawn. (The train services were curtailed a few days later.) Wellington, April 20, 1917: "Coal stocks here are reported to be [348, 1466, 496, 1539]
ad-title: C. H. SUISTED, [210, 1128, 302, 1144]
paragraph: Two thousand two hundred dozen eggs were despatched from the Levin Poultry-keepers' Association's depot last week — a slight increase over the previous week's figures. The price shows an upward tendency. [668, 936, 798, 999]
paragraph: A contributor in a recent issue of a trade journal affirms that there is a time when money is of no use whatever. That is exactly our own feeling when we back the wrong horse (says an exchange). [810, 349, 954, 401]
paragraph: Recently, writing on the difficulties some children had to undergo to get their education, an exchange reported that one youngster actually went 12 miles per week to and from school. This is quite a good distance, but locally (says the Wairarapa Times) we have children travelling longer distances. One girl attending the Ponatahi school covers 60 miles per week. She has obtained her proficiency certificate, and is now preparing to sit for her scholarship. [810, 1039, 954, 1165]
paragraph: In the children's school at the Jubilee Institute for the Blind in Auckland, a remarkable record was established this year (reports an exchange). Every one of seven children at examination sat six papers in proficiency certificates, and all passed with ease, their examination being carried out on the same basis as for children with sight. [668, 1160, 798, 1265]
paragraph: 1 ACRE, with good house of 7 rooms, gas light and septic tank; well fenced all around; good orchard. PRICE £1100, with £400 Cash. Balance according to arrangement. [10, 1156, 164, 1198]
paragraph: The work on the Exhibition buildings in Dunedin is now so well advanced as to be quite up to, if not ahead of, the contractors, and some of the labourers have had to be paid off. The working staff on Saturday numbered 170. There is not the least anxiety on the part of the contractors as to their undertaking being completed in plenty of time (states the Post's Dunedin correspondent). The question of material has ceased to give any trouble or difficulty. [810, 786, 954, 911]
paragraph: The most prominent line of attractive model frocks, accessories, gloves, linen and voiles are now showing. Advance styles in spring costumes and summer frocks to suit all purses. A complete line of seasonable millinery just opened. Our trimmed hats are celebrated for style, quality, beauty and low cost. Ornaments, novelty bags, buttons and trimmings, representing the newest Parisian conceits in myriad designs.—Outred's, High Street, the House of Quality. Everything in millinery goods.—Advt. [810, 1735, 954, 1871]
paragraph: In referring to and condemning the "go-slow" policy we are quite aware that these methods were not universally followed, but the fact remains that there were a sufficient number of miners amenable to sinister influences to be successful in inflicting incalculable loss on the community generally. We are equally aware that from the ranks of the coal miners came many good soldiers—the country honours these men, but their personal patriotism affords no shelter for the "go-slow" man, nor the shirker, the purpose was achieved when we had directed attention to and challenged an assertion made by Mr Devanney on the previous Saturday night. Having published a communicated report of Mr Devanney's address, our comment, the letter from the secretary of the Hawera branch of the Labour Party, and our reply, we do not intend to give further space in the correspondence columns for discussion of this particular matter. [508, 744, 656, 984]
ad-text: Regular Fortnightly Sailings alternately by the [177, 60, 335, 70]
column-4 [508, 44, 656, 1559]
